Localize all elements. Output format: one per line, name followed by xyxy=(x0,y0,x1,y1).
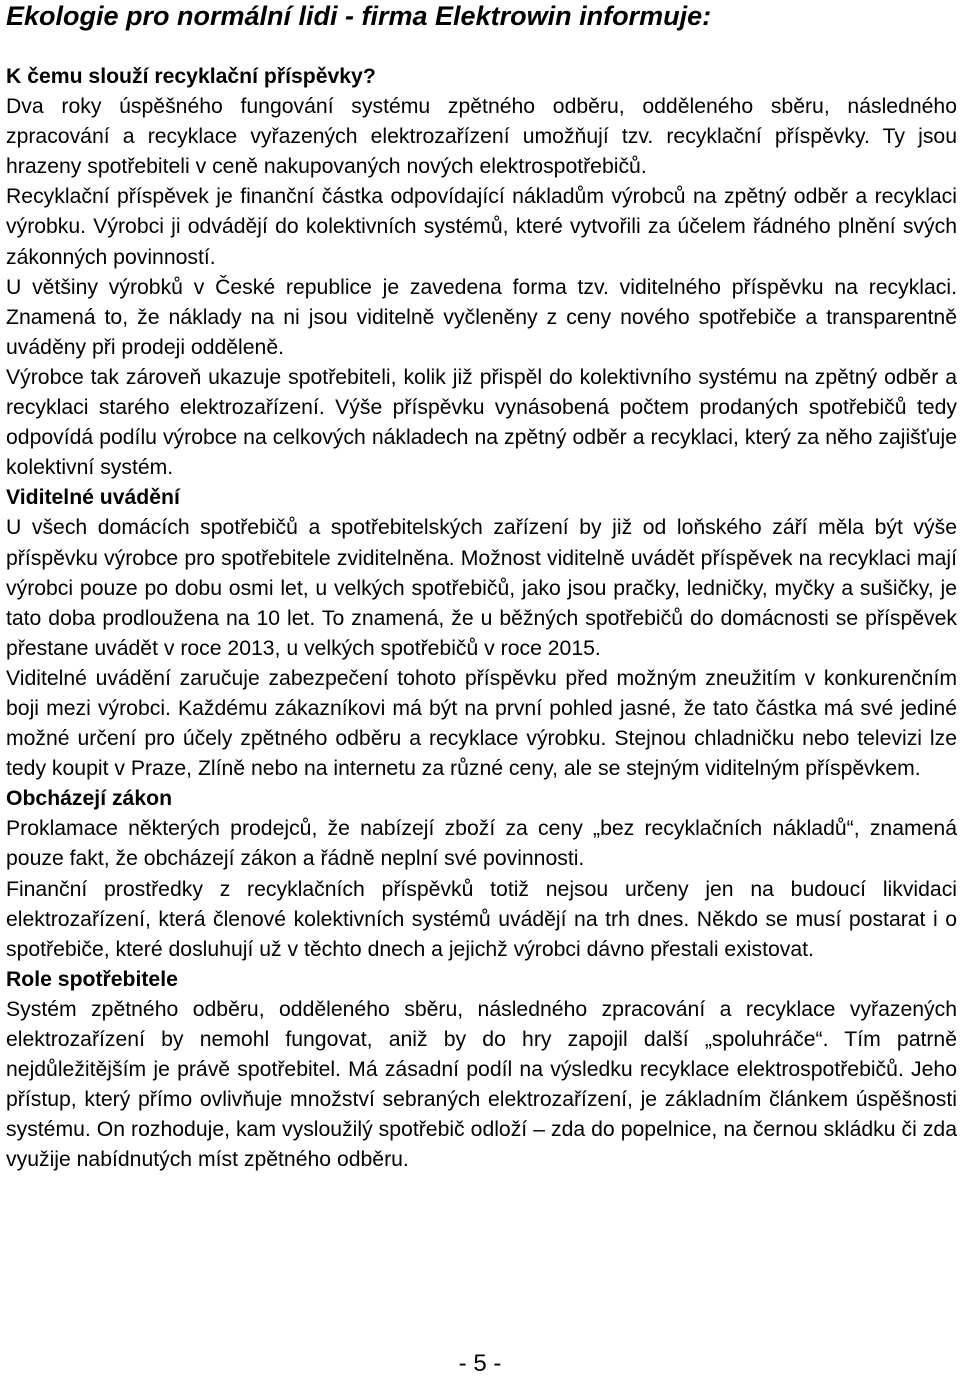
paragraph: Výrobce tak zároveň ukazuje spotřebiteli, kolik již přispěl do kolektivního systému na zpětný odběr a recyklaci starého elektrozařízení. Výše příspěvku vynásobená počtem prodaných spotřebičů tedy odpovídá podílu výrobce na celkových nákladech na zpětný odběr a recyklaci, který za něho zajišťuje kolektivní systém. xyxy=(6,365,957,480)
section-heading-visible-fee: Viditelné uvádění xyxy=(6,486,180,510)
page-title: Ekologie pro normální lidi - firma Elektrowin informuje: xyxy=(6,1,712,31)
paragraph: Viditelné uvádění zaručuje zabezpečení tohoto příspěvku před možným zneužitím v konkurenčním boji mezi výrobci. Každému zákazníkovi má být na první pohled jasné, že tato částka má své jediné možné určení pro účely zpětného odběru a recyklace výrobku. Stejnou chladničku nebo televizi lze tedy koupit v Praze, Zlíně nebo na internetu za různé ceny, ale se stejným viditelným příspěvkem. xyxy=(6,666,957,781)
paragraph: U většiny výrobků v České republice je zavedena forma tzv. viditelného příspěvku na recyklaci. Znamená to, že náklady na ni jsou viditelně vyčleněny z ceny nového spotřebiče a transparentně uváděny při prodeji odděleně. xyxy=(6,275,957,359)
paragraph: Recyklační příspěvek je finanční částka odpovídající nákladům výrobců na zpětný odběr a recyklaci výrobku. Výrobci ji odvádějí do kolektivních systémů, které vytvořili za účelem řádného plnění svých zákonných povinností. xyxy=(6,185,957,269)
section-heading-circumvent-law: Obcházejí zákon xyxy=(6,787,173,811)
page-number: - 5 - xyxy=(458,1350,502,1377)
paragraph: Finanční prostředky z recyklačních příspěvků totiž nejsou určeny jen na budoucí likvidaci elektrozařízení, která členové kolektivních systémů uvádějí na trh dnes. Někdo se musí postarat i o spotřebiče, které dosluhují už v těchto dnech a jejichž výrobci dávno přestali existovat. xyxy=(6,877,957,961)
article-body xyxy=(6,62,957,1175)
paragraph: Systém zpětného odběru, odděleného sběru, následného zpracování a recyklace vyřazených elektrozařízení by nemohl fungovat, aniž by do hry zapojil další „spoluhráče“. Tím patrně nejdůležitějším je právě spotřebitel. Má zásadní podíl na výsledku recyklace elektrospotřebičů. Jeho přístup, který přímo ovlivňuje množství sebraných elektrozařízení, je základním článkem úspěšnosti systému. On rozhoduje, kam vysloužilý spotřebič odloží – zda do popelnice, na černou skládku či zda využije nabídnutých míst zpětného odběru. xyxy=(6,997,957,1172)
section-heading-recycling-fees: K čemu slouží recyklační příspěvky? xyxy=(6,65,376,88)
paragraph: U všech domácích spotřebičů a spotřebitelských zařízení by již od loňského září měla být výše příspěvku výrobce pro spotřebitele zviditelněna. Možnost viditelně uvádět příspěvek na recyklaci mají výrobci pouze po dobu osmi let, u velkých spotřebičů, jako jsou pračky, ledničky, myčky a sušičky, je tato doba prodloužena na 10 let. To znamená, že u běžných spotřebičů do domácnosti se příspěvek přestane uvádět v roce 2013, u velkých spotřebičů v roce 2015. xyxy=(6,516,957,660)
paragraph: Dva roky úspěšného fungování systému zpětného odběru, odděleného sběru, následného zpracování a recyklace vyřazených elektrozařízení umožňují tzv. recyklační příspěvky. Ty jsou hrazeny spotřebiteli v ceně nakupovaných nových elektrospotřebičů. xyxy=(6,95,957,179)
paragraph: Proklamace některých prodejců, že nabízejí zboží za ceny „bez recyklačních nákladů“, znamená pouze fakt, že obcházejí zákon a řádně neplní své povinnosti. xyxy=(6,817,957,871)
section-heading-consumer-role: Role spotřebitele xyxy=(6,967,178,991)
